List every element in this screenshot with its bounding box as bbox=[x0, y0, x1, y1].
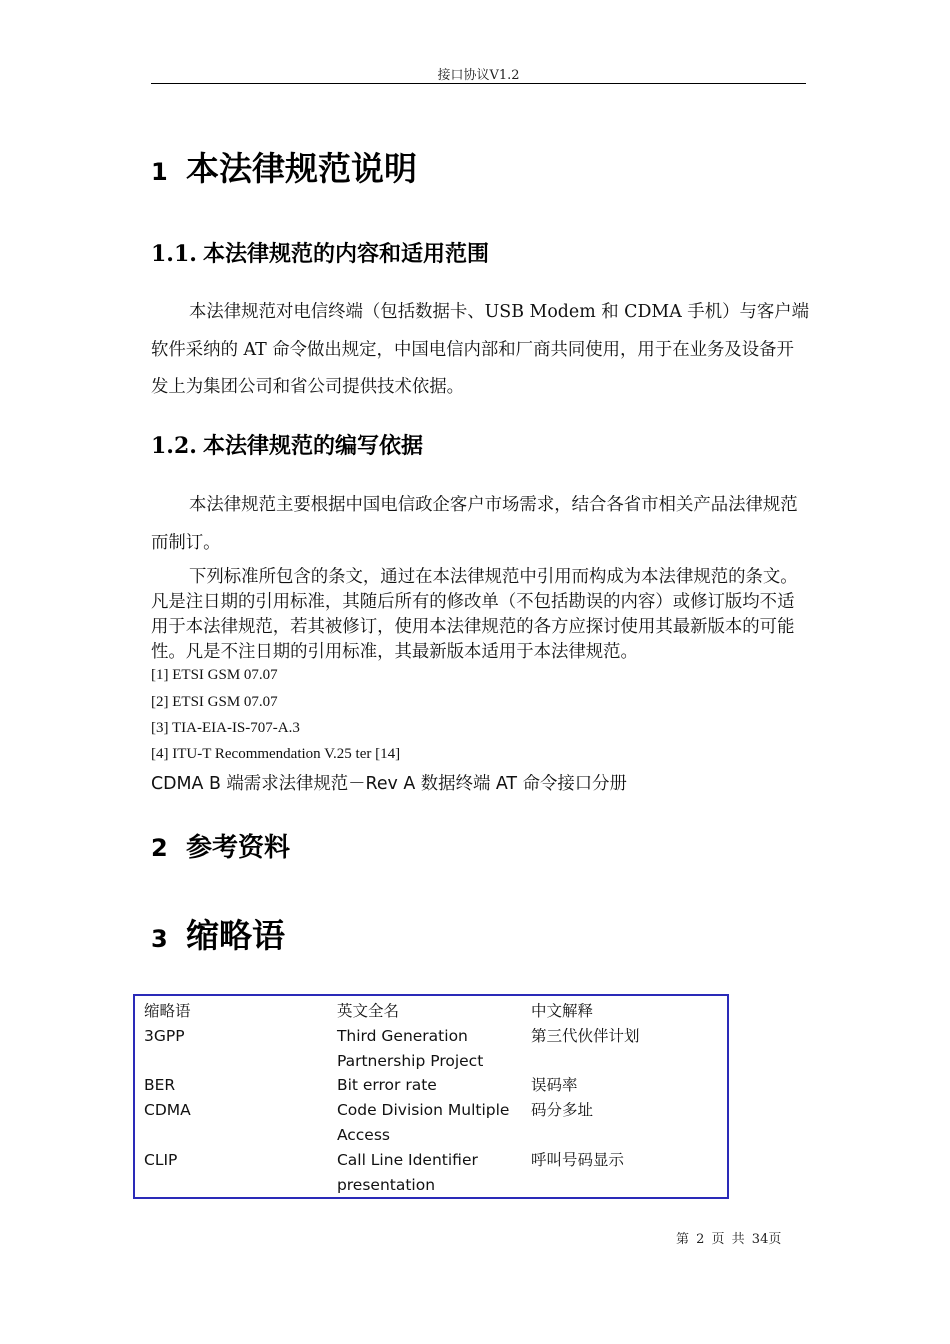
page-footer: 第 2 页 共 34页 bbox=[676, 1232, 782, 1247]
chinese-cell: 码分多址 bbox=[531, 1101, 594, 1120]
reference-item: [4] ITU-T Recommendation V.25 ter [14] bbox=[151, 746, 401, 762]
abbreviation-table bbox=[133, 994, 729, 1199]
chinese-cell: 第三代伙伴计划 bbox=[531, 1026, 640, 1045]
heading-section-2 bbox=[151, 827, 290, 864]
paragraph-basis: 本法律规范主要根据中国电信政企客户市场需求，结合各省市相关产品法律规范而制订。 bbox=[151, 495, 798, 553]
heading-number: 1 bbox=[151, 158, 168, 186]
heading-title: 本法律规范的内容和适用范围 bbox=[202, 241, 489, 267]
table-row bbox=[134, 1024, 728, 1074]
english-cell: Bit error rate bbox=[336, 1076, 437, 1095]
table-header-cell: 缩略语 bbox=[144, 1002, 191, 1020]
abbr-cell: 3GPP bbox=[144, 1026, 185, 1045]
table-header-cell: 英文全名 bbox=[336, 1002, 399, 1020]
reference-item: [3] TIA-EIA-IS-707-A.3 bbox=[151, 720, 300, 736]
english-cell: Third Generation Partnership Project bbox=[336, 1026, 484, 1070]
abbr-cell: CDMA bbox=[144, 1101, 191, 1120]
heading-title: 参考资料 bbox=[186, 833, 291, 863]
heading-title: 本法律规范的编写依据 bbox=[202, 433, 423, 459]
table-row bbox=[134, 1073, 728, 1098]
chinese-cell: 呼叫号码显示 bbox=[531, 1150, 625, 1169]
heading-section-1-1 bbox=[151, 237, 489, 268]
reference-extra: CDMA B 端需求法律规范－Rev A 数据终端 AT 命令接口分册 bbox=[151, 774, 627, 794]
heading-title: 缩略语 bbox=[186, 916, 285, 955]
table-header-cell: 中文解释 bbox=[531, 1002, 594, 1020]
abbr-cell: CLIP bbox=[144, 1150, 178, 1169]
chinese-cell: 误码率 bbox=[531, 1076, 578, 1095]
header-rule bbox=[151, 83, 806, 84]
reference-item: [1] ETSI GSM 07.07 bbox=[151, 667, 278, 683]
english-cell: Call Line Identifier presentation bbox=[336, 1150, 478, 1194]
heading-number: 1.2. bbox=[151, 433, 197, 459]
heading-section-1-2 bbox=[151, 429, 423, 460]
table-header-row bbox=[134, 995, 728, 1024]
heading-number: 3 bbox=[151, 925, 168, 953]
reference-item: [2] ETSI GSM 07.07 bbox=[151, 694, 278, 710]
heading-number: 2 bbox=[151, 834, 168, 862]
table-row bbox=[134, 1148, 728, 1199]
heading-number: 1.1. bbox=[151, 241, 197, 267]
paragraph-standards: 下列标准所包含的条文，通过在本法律规范中引用而构成为本法律规范的条文。凡是注日期的引用标准，其随后所有的修改单（不包括勘误的内容）或修订版均不适用于本法律规范，若其被修订，使用本法律规范的各方应探讨使用其最新版本的可能性。凡是不注日期的引用标准，其最新版本适用于本法律规范。 bbox=[151, 567, 798, 662]
table-row bbox=[134, 1098, 728, 1148]
heading-title: 本法律规范说明 bbox=[186, 149, 417, 188]
page-header: 接口协议V1.2 bbox=[437, 68, 520, 83]
paragraph-scope: 本法律规范对电信终端（包括数据卡、USB Modem 和 CDMA 手机）与客户端软件采纳的 AT 命令做出规定，中国电信内部和厂商共同使用，用于在业务及设备开发上为集团公司和省公司提供技术依据。 bbox=[151, 302, 810, 397]
heading-section-3 bbox=[151, 910, 285, 957]
abbr-cell: BER bbox=[144, 1076, 176, 1095]
heading-section-1 bbox=[151, 143, 417, 190]
english-cell: Code Division Multiple Access bbox=[336, 1101, 510, 1144]
